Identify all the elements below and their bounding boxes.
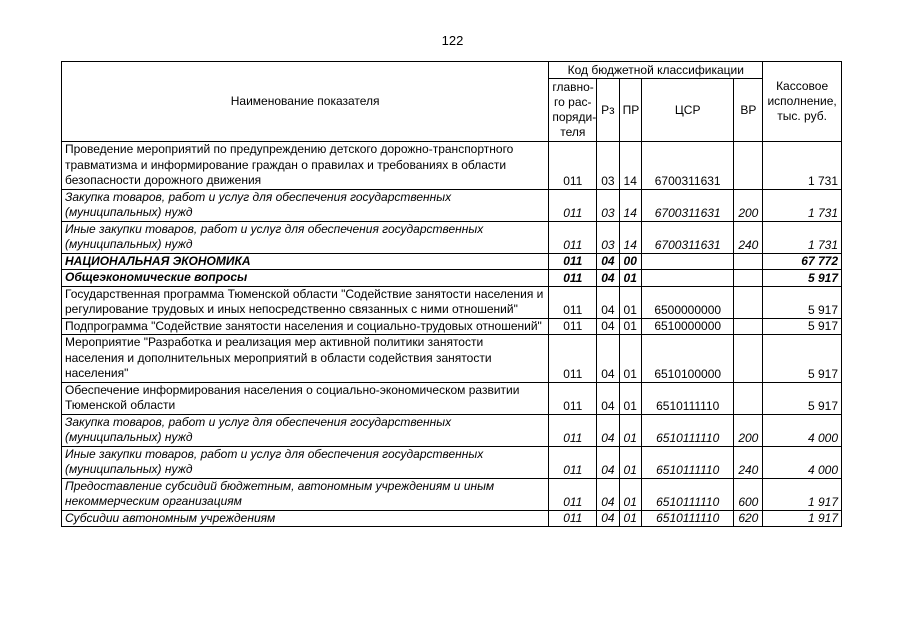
cell-pr: 01 <box>619 446 641 478</box>
cell-vr <box>734 286 763 318</box>
cell-rz: 03 <box>597 142 619 190</box>
cell-vr: 200 <box>734 189 763 221</box>
cell-vr: 600 <box>734 478 763 510</box>
table-body <box>62 142 842 527</box>
cell-pr: 14 <box>619 189 641 221</box>
header-vr: ВР <box>734 79 763 142</box>
table-row <box>62 221 842 253</box>
cell-pr: 14 <box>619 142 641 190</box>
cell-name: Подпрограмма "Содействие занятости населения и социально-трудовых отношений" <box>62 318 549 335</box>
cell-rz: 04 <box>597 478 619 510</box>
header-rz: Рз <box>597 79 619 142</box>
header-gr: главно-го рас-поряди-теля <box>549 79 597 142</box>
cell-vr <box>734 318 763 335</box>
header-name: Наименование показателя <box>62 62 549 142</box>
cell-pr: 14 <box>619 221 641 253</box>
cell-sum: 1 917 <box>763 478 842 510</box>
cell-rz: 04 <box>597 270 619 287</box>
cell-name: Обеспечение информирования населения о социально-экономическом развитии Тюменской области <box>62 382 549 414</box>
cell-sum: 1 731 <box>763 189 842 221</box>
cell-csr: 6510111110 <box>641 414 734 446</box>
cell-sum: 4 000 <box>763 414 842 446</box>
cell-name: Иные закупки товаров, работ и услуг для обеспечения государственных (муниципальных) нужд <box>62 446 549 478</box>
cell-pr: 01 <box>619 382 641 414</box>
cell-pr: 01 <box>619 270 641 287</box>
table-row <box>62 270 842 287</box>
cell-vr: 200 <box>734 414 763 446</box>
table-row <box>62 189 842 221</box>
cell-sum: 1 731 <box>763 142 842 190</box>
cell-sum: 67 772 <box>763 253 842 270</box>
cell-pr: 00 <box>619 253 641 270</box>
cell-csr <box>641 253 734 270</box>
cell-csr: 6510100000 <box>641 335 734 383</box>
cell-rz: 04 <box>597 253 619 270</box>
cell-csr: 6700311631 <box>641 142 734 190</box>
cell-csr <box>641 270 734 287</box>
cell-pr: 01 <box>619 414 641 446</box>
cell-name: Предоставление субсидий бюджетным, автономным учреждениям и иным некоммерческим организациям <box>62 478 549 510</box>
cell-gr: 011 <box>549 221 597 253</box>
cell-rz: 03 <box>597 189 619 221</box>
cell-gr: 011 <box>549 318 597 335</box>
cell-csr: 6700311631 <box>641 189 734 221</box>
cell-name: НАЦИОНАЛЬНАЯ ЭКОНОМИКА <box>62 253 549 270</box>
cell-gr: 011 <box>549 414 597 446</box>
cell-gr: 011 <box>549 142 597 190</box>
cell-gr: 011 <box>549 382 597 414</box>
cell-name: Государственная программа Тюменской области "Содействие занятости населения и регулирование трудовых и иных непосредственно связанных с ними отношений" <box>62 286 549 318</box>
cell-vr <box>734 382 763 414</box>
cell-rz: 04 <box>597 318 619 335</box>
table-row <box>62 253 842 270</box>
table-row <box>62 318 842 335</box>
cell-rz: 04 <box>597 335 619 383</box>
cell-gr: 011 <box>549 478 597 510</box>
cell-name: Закупка товаров, работ и услуг для обеспечения государственных (муниципальных) нужд <box>62 189 549 221</box>
cell-gr: 011 <box>549 510 597 527</box>
cell-name: Проведение мероприятий по предупреждению детского дорожно-транспортного травматизма и информирование граждан о правилах и требованиях в области безопасности дорожного движения <box>62 142 549 190</box>
cell-name: Мероприятие "Разработка и реализация мер активной политики занятости населения и дополнительных мероприятий в области содействия занятости населения" <box>62 335 549 383</box>
cell-csr: 6510111110 <box>641 382 734 414</box>
cell-sum: 5 917 <box>763 382 842 414</box>
cell-gr: 011 <box>549 270 597 287</box>
table-row <box>62 446 842 478</box>
cell-vr: 620 <box>734 510 763 527</box>
table-row <box>62 414 842 446</box>
cell-sum: 5 917 <box>763 270 842 287</box>
cell-sum: 5 917 <box>763 335 842 383</box>
cell-csr: 6510111110 <box>641 446 734 478</box>
table-row <box>62 510 842 527</box>
cell-gr: 011 <box>549 446 597 478</box>
budget-table <box>61 61 842 527</box>
cell-name: Закупка товаров, работ и услуг для обеспечения государственных (муниципальных) нужд <box>62 414 549 446</box>
cell-csr: 6510111110 <box>641 510 734 527</box>
cell-pr: 01 <box>619 335 641 383</box>
cell-sum: 5 917 <box>763 318 842 335</box>
table-row <box>62 382 842 414</box>
cell-sum: 1 731 <box>763 221 842 253</box>
cell-gr: 011 <box>549 286 597 318</box>
table-row <box>62 286 842 318</box>
cell-csr: 6500000000 <box>641 286 734 318</box>
cell-sum: 4 000 <box>763 446 842 478</box>
cell-rz: 04 <box>597 382 619 414</box>
cell-sum: 1 917 <box>763 510 842 527</box>
cell-pr: 01 <box>619 318 641 335</box>
cell-name: Иные закупки товаров, работ и услуг для обеспечения государственных (муниципальных) нужд <box>62 221 549 253</box>
table-row <box>62 142 842 190</box>
header-code-group: Код бюджетной классификации <box>549 62 763 79</box>
header-csr: ЦСР <box>641 79 734 142</box>
cell-vr <box>734 142 763 190</box>
table-row <box>62 335 842 383</box>
cell-vr <box>734 253 763 270</box>
cell-vr <box>734 270 763 287</box>
cell-gr: 011 <box>549 189 597 221</box>
header-sum: Кассовое исполнение, тыс. руб. <box>763 62 842 142</box>
cell-csr: 6700311631 <box>641 221 734 253</box>
cell-rz: 04 <box>597 446 619 478</box>
cell-name: Общеэкономические вопросы <box>62 270 549 287</box>
table-row <box>62 478 842 510</box>
cell-csr: 6510111110 <box>641 478 734 510</box>
cell-pr: 01 <box>619 510 641 527</box>
cell-vr <box>734 335 763 383</box>
cell-rz: 04 <box>597 414 619 446</box>
cell-rz: 04 <box>597 286 619 318</box>
cell-vr: 240 <box>734 221 763 253</box>
cell-gr: 011 <box>549 253 597 270</box>
cell-sum: 5 917 <box>763 286 842 318</box>
page-number: 122 <box>441 33 464 48</box>
cell-rz: 03 <box>597 221 619 253</box>
cell-pr: 01 <box>619 286 641 318</box>
cell-vr: 240 <box>734 446 763 478</box>
cell-csr: 6510000000 <box>641 318 734 335</box>
cell-name: Субсидии автономным учреждениям <box>62 510 549 527</box>
cell-pr: 01 <box>619 478 641 510</box>
cell-gr: 011 <box>549 335 597 383</box>
header-pr: ПР <box>619 79 641 142</box>
cell-rz: 04 <box>597 510 619 527</box>
